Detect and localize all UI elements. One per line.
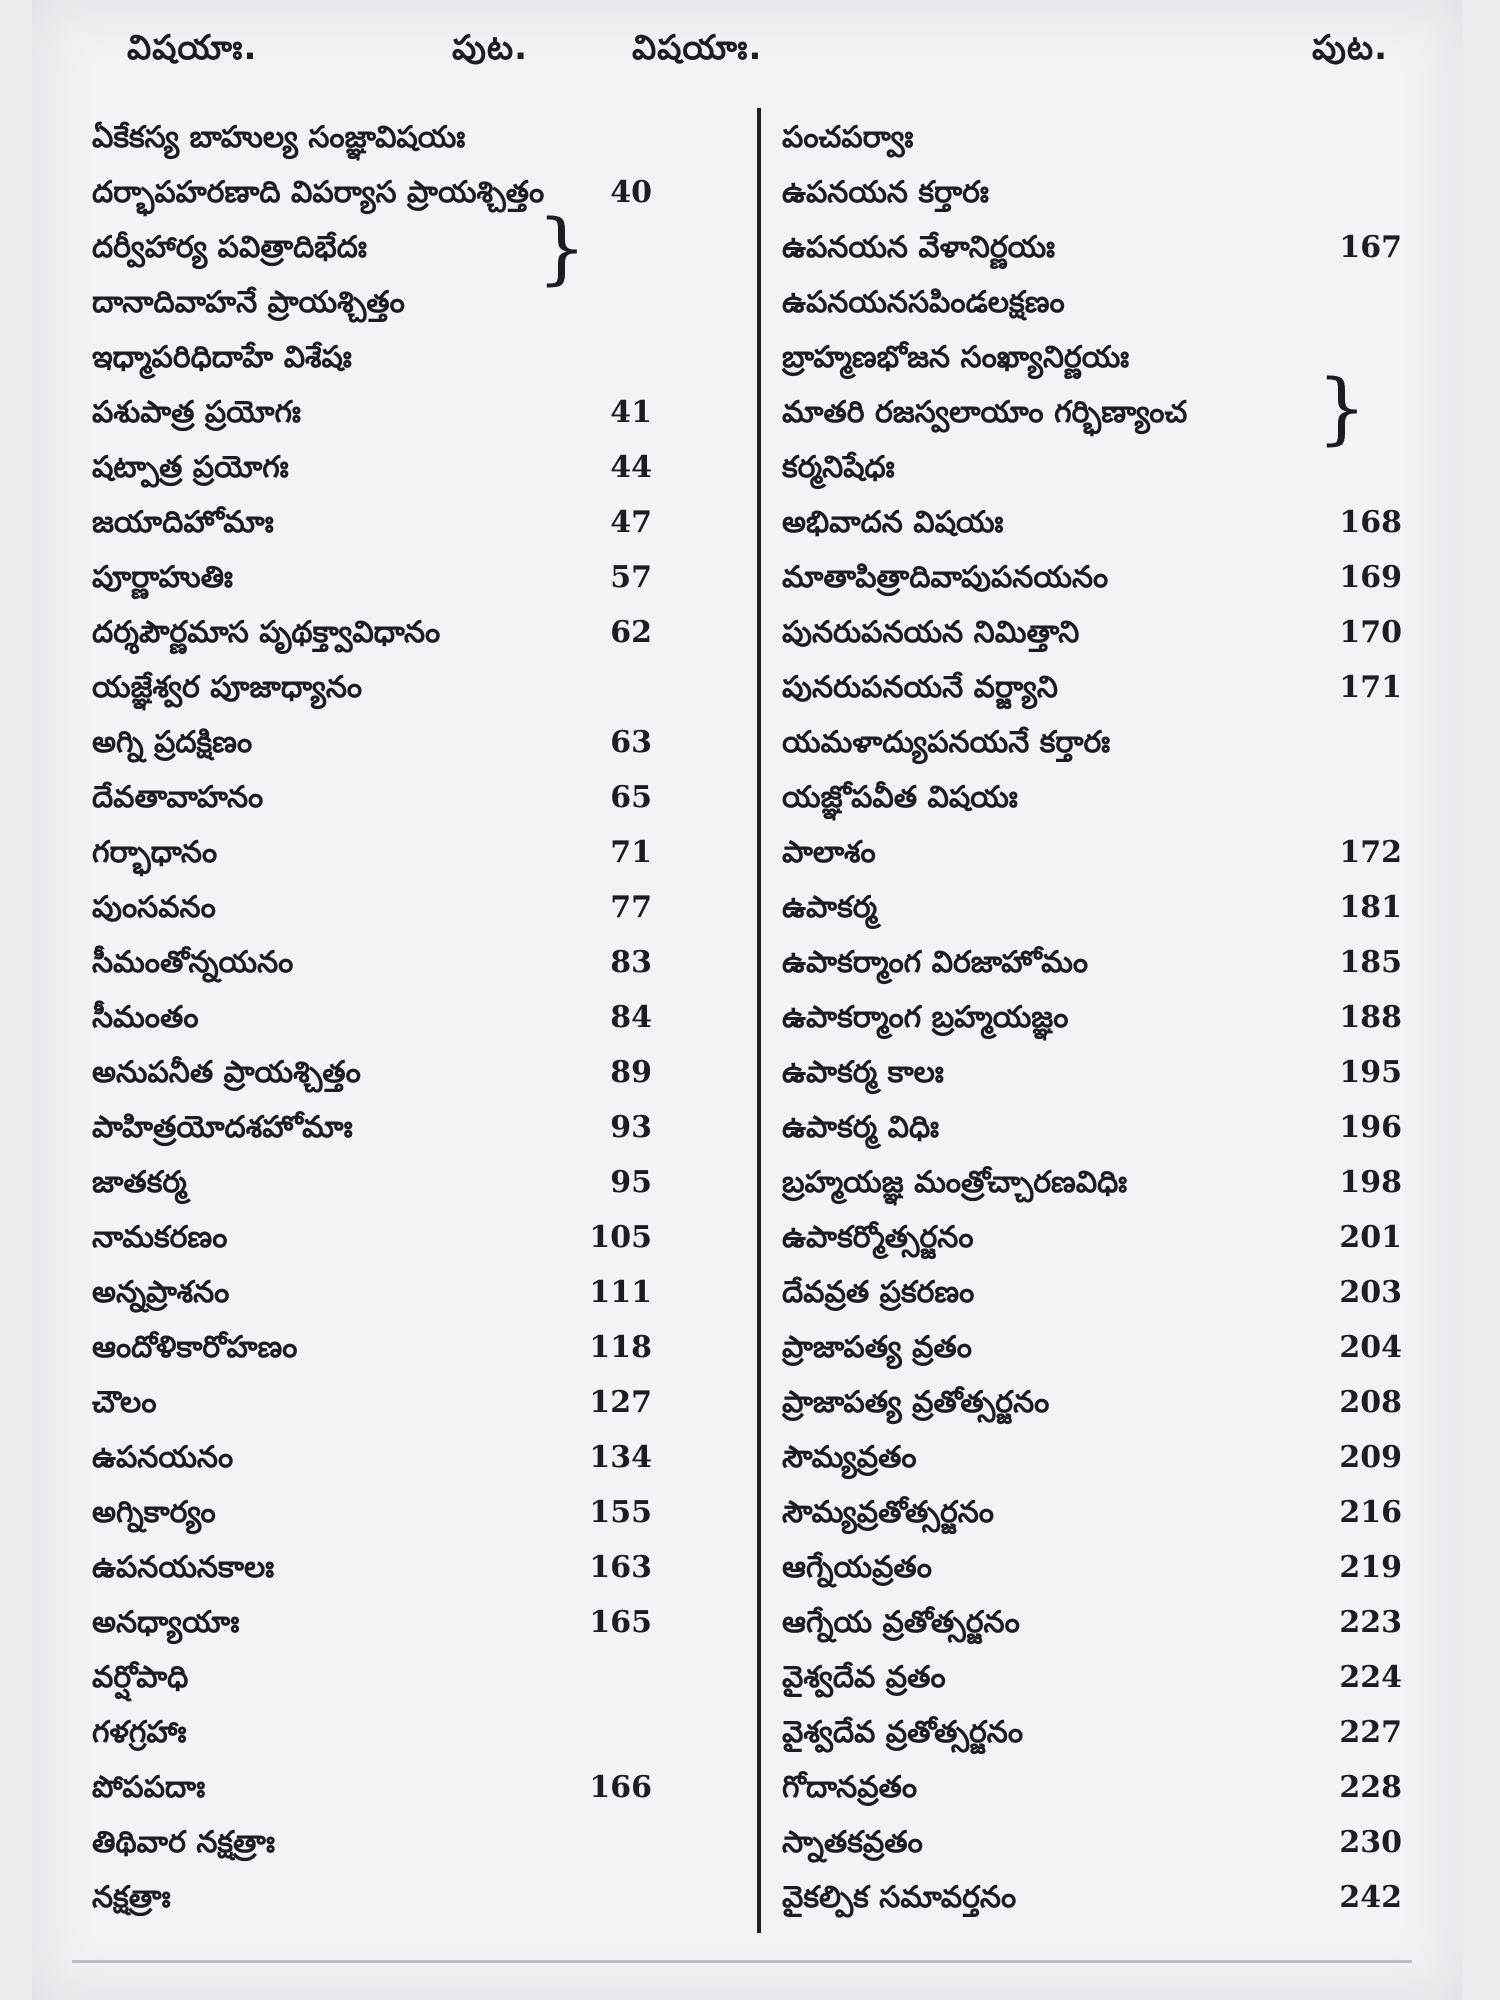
- toc-entry: [92, 167, 732, 219]
- toc-entry: [782, 112, 1422, 164]
- toc-entry-page: 185: [1339, 945, 1402, 980]
- toc-entry-title: కర్మనిషేధః: [782, 450, 895, 485]
- toc-entry-title: పాహిత్రయోదశహోమాః: [92, 1110, 353, 1145]
- toc-entry-page: 166: [589, 1770, 652, 1805]
- toc-entry-title: ఏకేకస్య బాహుల్య సంజ్ఞావిషయః: [92, 120, 466, 155]
- toc-entry: [92, 277, 732, 329]
- toc-entry-title: ఆగ్నేయవ్రతం: [782, 1550, 932, 1585]
- toc-entry-title: దర్శపౌర్ణమాస పృథక్త్వావిధానం: [92, 615, 441, 650]
- toc-entry-title: ఇధ్మాపరిధిదాహే విశేషః: [92, 340, 352, 375]
- toc-entry-title: అనుపనీత ప్రాయశ్చిత్తం: [92, 1055, 361, 1090]
- toc-entry-title: ప్రాజాపత్య వ్రతోత్సర్జనం: [782, 1385, 1050, 1420]
- toc-entry: [92, 1652, 732, 1704]
- toc-entry-page: 216: [1339, 1495, 1402, 1530]
- toc-entry: [782, 277, 1422, 329]
- toc-entry-title: ఆగ్నేయ వ్రతోత్సర్జనం: [782, 1605, 1020, 1640]
- toc-entry-page: 44: [610, 450, 652, 485]
- toc-entry-title: సౌమ్యవ్రతోత్సర్జనం: [782, 1495, 995, 1530]
- toc-entry-page: 230: [1339, 1825, 1402, 1860]
- toc-entry-title: ఉపాకర్మ విధిః: [782, 1110, 940, 1145]
- toc-entry: [92, 1542, 732, 1594]
- toc-entry-title: పశుపాత్ర ప్రయోగః: [92, 395, 301, 430]
- toc-entry-page: 95: [610, 1165, 652, 1200]
- toc-entry: [92, 937, 732, 989]
- toc-entry: [92, 882, 732, 934]
- toc-entry-title: గర్భాధానం: [92, 835, 218, 870]
- toc-entry-page: 208: [1339, 1385, 1402, 1420]
- toc-entry: [782, 937, 1422, 989]
- toc-entry-title: ఉపనయన కర్తారః: [782, 175, 989, 210]
- document-page: [32, 0, 1462, 2000]
- toc-entry-page: 65: [610, 780, 652, 815]
- toc-entry: [782, 1597, 1422, 1649]
- toc-entry: [92, 662, 732, 714]
- toc-entry: [782, 882, 1422, 934]
- toc-entry-title: సీమంతం: [92, 1000, 199, 1035]
- toc-entry-page: 219: [1339, 1550, 1402, 1585]
- toc-entry-title: అన్నప్రాశనం: [92, 1275, 230, 1310]
- toc-entry-page: 170: [1339, 615, 1402, 650]
- toc-entry-title: పూర్ణాహుతిః: [92, 560, 233, 595]
- toc-entry-title: దానాదివాహనే ప్రాయశ్చిత్తం: [92, 285, 405, 320]
- toc-entry-title: వైశ్వదేవ వ్రతోత్సర్జనం: [782, 1715, 1024, 1750]
- toc-entry: [782, 772, 1422, 824]
- toc-entry: [782, 1542, 1422, 1594]
- toc-entry-page: 181: [1339, 890, 1402, 925]
- toc-entry-title: జయాదిహోమాః: [92, 505, 274, 540]
- toc-entry-title: దర్వీహార్య పవిత్రాదిభేదః: [92, 230, 367, 265]
- toc-entry: [782, 662, 1422, 714]
- bottom-rule: [72, 1960, 1412, 1963]
- toc-entry: [92, 1872, 732, 1924]
- toc-entry-title: అభివాదన విషయః: [782, 505, 1004, 540]
- toc-entry-page: 167: [1339, 230, 1402, 265]
- left-page-header: పుట.: [452, 28, 529, 68]
- toc-entry-title: అగ్నికార్యం: [92, 1495, 216, 1530]
- right-subject-header: విషయాః.: [632, 28, 763, 68]
- toc-entry-page: 47: [610, 505, 652, 540]
- toc-entry-page: 188: [1339, 1000, 1402, 1035]
- toc-entry-page: 224: [1339, 1660, 1402, 1695]
- toc-entry-title: యజ్ఞోపవీత విషయః: [782, 780, 1018, 815]
- toc-entry-title: గోదానవ్రతం: [782, 1770, 918, 1805]
- toc-entry-title: చౌలం: [92, 1385, 157, 1420]
- toc-entry: [782, 607, 1422, 659]
- toc-entry: [782, 1872, 1422, 1924]
- toc-entry: [782, 497, 1422, 549]
- toc-entry-title: తిథివార నక్షత్రాః: [92, 1825, 276, 1860]
- toc-entry-page: 111: [589, 1275, 652, 1310]
- toc-entry: [782, 827, 1422, 879]
- toc-entry: [782, 1487, 1422, 1539]
- toc-entry-title: వర్షోపాధి: [92, 1660, 189, 1695]
- toc-entry-page: 93: [610, 1110, 652, 1145]
- toc-entry-title: దేవవ్రత ప్రకరణం: [782, 1275, 975, 1310]
- toc-entry-page: 169: [1339, 560, 1402, 595]
- toc-entry-page: 198: [1339, 1165, 1402, 1200]
- toc-entry-title: దర్భాపహరణాది విపర్యాస ప్రాయశ్చిత్తం: [92, 175, 545, 210]
- toc-entry: [782, 1322, 1422, 1374]
- toc-entry: [92, 1432, 732, 1484]
- toc-entry-title: పోపపదాః: [92, 1770, 206, 1805]
- toc-entry: [782, 992, 1422, 1044]
- toc-entry: [782, 1212, 1422, 1264]
- toc-entry: [782, 1432, 1422, 1484]
- toc-entry-page: 127: [589, 1385, 652, 1420]
- toc-entry: [92, 112, 732, 164]
- toc-entry-page: 209: [1339, 1440, 1402, 1475]
- toc-entry: [782, 1762, 1422, 1814]
- toc-entry-page: 165: [589, 1605, 652, 1640]
- toc-entry-title: ఆందోళికారోహణం: [92, 1330, 298, 1365]
- toc-entry-page: 196: [1339, 1110, 1402, 1145]
- toc-entry: [782, 1157, 1422, 1209]
- toc-entry: [92, 1322, 732, 1374]
- toc-entry: [92, 552, 732, 604]
- toc-entry-page: 83: [610, 945, 652, 980]
- toc-entry: [92, 607, 732, 659]
- toc-entry: [782, 1102, 1422, 1154]
- toc-entry-title: స్నాతకవ్రతం: [782, 1825, 923, 1860]
- toc-entry: [92, 992, 732, 1044]
- toc-entry-title: పాలాశం: [782, 835, 876, 870]
- toc-entry: [782, 1652, 1422, 1704]
- toc-entry-title: ఉపాకర్మ కాలః: [782, 1055, 944, 1090]
- toc-entry: [782, 1817, 1422, 1869]
- toc-entry-title: వైశ్వదేవ వ్రతం: [782, 1660, 946, 1695]
- toc-entry-title: ఉపాకర్మాంగ బ్రహ్మయజ్ఞం: [782, 1000, 1069, 1035]
- toc-entry: [92, 387, 732, 439]
- toc-entry-page: 242: [1339, 1880, 1402, 1915]
- toc-entry: [782, 1707, 1422, 1759]
- toc-entry-title: అనధ్యాయాః: [92, 1605, 240, 1640]
- toc-entry: [92, 1267, 732, 1319]
- toc-entry-page: 203: [1339, 1275, 1402, 1310]
- toc-entry-title: షట్పాత్ర ప్రయోగః: [92, 450, 289, 485]
- toc-entry-page: 172: [1339, 835, 1402, 870]
- toc-entry: [782, 1377, 1422, 1429]
- toc-entry-title: ఉపనయనసపిండలక్షణం: [782, 285, 1065, 320]
- toc-entry: [92, 497, 732, 549]
- toc-entry-page: 118: [589, 1330, 652, 1365]
- toc-entry-page: 41: [610, 395, 652, 430]
- toc-entry-title: జాతకర్మ: [92, 1165, 187, 1200]
- right-brace: }: [1317, 364, 1367, 454]
- toc-entry-page: 155: [589, 1495, 652, 1530]
- toc-entry-page: 89: [610, 1055, 652, 1090]
- toc-entry-page: 40: [610, 175, 652, 210]
- toc-entry: [92, 1212, 732, 1264]
- toc-entry-page: 63: [610, 725, 652, 760]
- toc-entry-page: 105: [589, 1220, 652, 1255]
- toc-entry-page: 227: [1339, 1715, 1402, 1750]
- toc-entry: [92, 222, 732, 274]
- toc-entry-page: 77: [610, 890, 652, 925]
- toc-entry-page: 195: [1339, 1055, 1402, 1090]
- right-page-header: పుట.: [1312, 28, 1389, 68]
- toc-entry-page: 57: [610, 560, 652, 595]
- toc-entry: [782, 222, 1422, 274]
- toc-entry-title: యజ్ఞేశ్వర పూజాధ్యానం: [92, 670, 363, 705]
- toc-entry-title: పునరుపనయన నిమిత్తాని: [782, 615, 1080, 650]
- toc-entry: [92, 1377, 732, 1429]
- toc-entry: [92, 1597, 732, 1649]
- toc-entry: [92, 332, 732, 384]
- left-subject-header: విషయాః.: [127, 28, 258, 68]
- toc-entry: [782, 1047, 1422, 1099]
- left-brace: }: [537, 204, 587, 294]
- toc-entry-title: ఉపాకర్మాంగ విరజాహోమం: [782, 945, 1089, 980]
- toc-entry: [92, 772, 732, 824]
- toc-entry-title: ప్రాజాపత్య వ్రతం: [782, 1330, 972, 1365]
- toc-entry-page: 171: [1339, 670, 1402, 705]
- toc-entry-title: పంచపర్వాః: [782, 120, 914, 155]
- toc-entry-title: బ్రాహ్మణభోజన సంఖ్యానిర్ణయః: [782, 340, 1130, 375]
- toc-entry-title: మాతరి రజస్వలాయాం గర్భిణ్యాంచ: [782, 395, 1188, 430]
- toc-entry: [782, 717, 1422, 769]
- toc-entry-page: 84: [610, 1000, 652, 1035]
- toc-entry: [92, 717, 732, 769]
- toc-entry: [782, 1267, 1422, 1319]
- toc-entry-title: నామకరణం: [92, 1220, 228, 1255]
- toc-entry: [92, 827, 732, 879]
- toc-entry: [92, 1817, 732, 1869]
- toc-entry: [782, 552, 1422, 604]
- toc-entry: [782, 167, 1422, 219]
- toc-entry-title: ఉపనయనం: [92, 1440, 234, 1475]
- toc-entry-title: గళగ్రహాః: [92, 1715, 187, 1750]
- toc-entry: [92, 442, 732, 494]
- toc-entry-page: 62: [610, 615, 652, 650]
- toc-entry-title: ఉపనయనకాలః: [92, 1550, 275, 1585]
- toc-entry-title: అగ్ని ప్రదక్షిణం: [92, 725, 253, 760]
- toc-entry-page: 223: [1339, 1605, 1402, 1640]
- toc-entry-page: 201: [1339, 1220, 1402, 1255]
- toc-entry-title: ఉపాకర్మోత్సర్జనం: [782, 1220, 974, 1255]
- toc-entry: [92, 1047, 732, 1099]
- toc-entry: [92, 1762, 732, 1814]
- toc-entry-page: 134: [589, 1440, 652, 1475]
- toc-entry-title: నక్షత్రాః: [92, 1880, 171, 1915]
- toc-entry-title: సౌమ్యవ్రతం: [782, 1440, 917, 1475]
- toc-entry-page: 163: [589, 1550, 652, 1585]
- toc-entry-title: పుంసవనం: [92, 890, 216, 925]
- toc-entry-title: మాతాపిత్రాదివాపుపనయనం: [782, 560, 1109, 595]
- toc-entry-title: యమళాద్యుపనయనే కర్తారః: [782, 725, 1111, 760]
- toc-entry-title: ఉపనయన వేళానిర్ణయః: [782, 230, 1056, 265]
- toc-entry-page: 204: [1339, 1330, 1402, 1365]
- toc-entry-title: పునరుపనయనే వర్జ్యాని: [782, 670, 1058, 705]
- column-divider: [757, 108, 761, 1933]
- toc-entry-title: దేవతావాహనం: [92, 780, 264, 815]
- toc-entry: [92, 1102, 732, 1154]
- toc-entry-page: 168: [1339, 505, 1402, 540]
- toc-entry: [92, 1487, 732, 1539]
- toc-entry-title: బ్రహ్మయజ్ఞ మంత్రోచ్చారణవిధిః: [782, 1165, 1128, 1200]
- toc-entry: [92, 1157, 732, 1209]
- toc-entry-title: ఉపాకర్మ: [782, 890, 878, 925]
- toc-entry-page: 71: [610, 835, 652, 870]
- toc-entry-title: సీమంతోన్నయనం: [92, 945, 294, 980]
- toc-entry-page: 228: [1339, 1770, 1402, 1805]
- toc-entry: [92, 1707, 732, 1759]
- toc-entry-title: వైకల్పిక సమావర్తనం: [782, 1880, 1017, 1915]
